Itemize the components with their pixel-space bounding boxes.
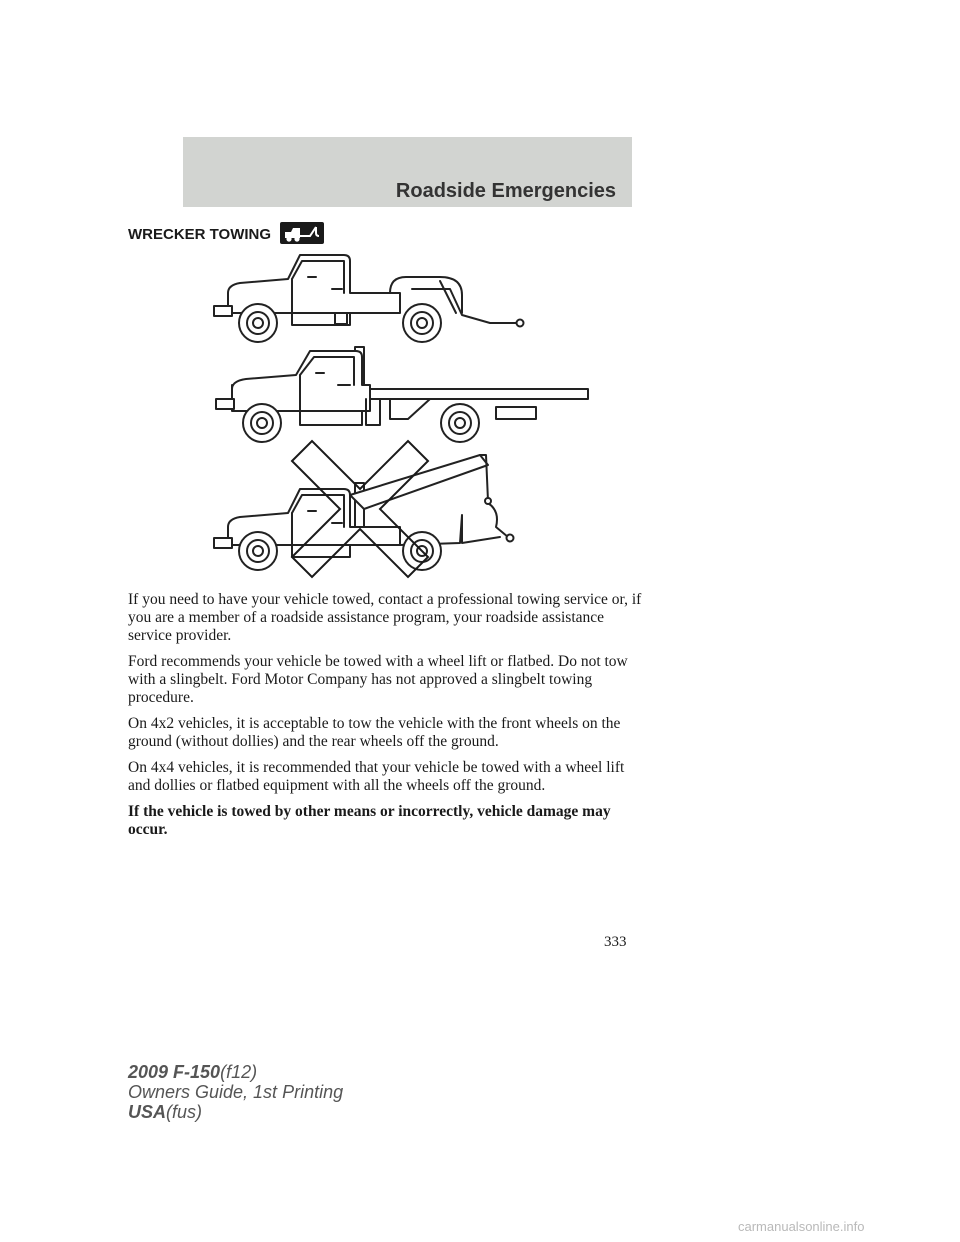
paragraph: On 4x2 vehicles, it is acceptable to tow the vehicle with the front wheels on the ground (without dollies) and the rear wheels off the ground.: [128, 715, 621, 750]
tow-truck-icon: [279, 221, 325, 245]
slingbelt-truck: [214, 455, 514, 570]
warning-text: If the vehicle is towed by other means or incorrectly, vehicle damage may occur.: [128, 803, 611, 838]
page-number: 333: [604, 934, 627, 950]
footer: [128, 1062, 343, 1122]
footer-market: USA: [128, 1102, 167, 1122]
footer-model: 2009 F-150: [128, 1062, 221, 1082]
paragraph: If you need to have your vehicle towed, contact a professional towing service or, if you are a member of a roadside assistance program, your roadside assistance service provider.: [128, 591, 642, 644]
header-band: [183, 137, 632, 207]
paragraph: Ford recommends your vehicle be towed with a wheel lift or flatbed. Do not tow with a slingbelt. Ford Motor Company has not approved a slingbelt towing procedure.: [128, 653, 628, 706]
section-heading: WRECKER TOWING: [128, 226, 272, 243]
wheel-lift-truck: [214, 255, 524, 342]
footer-edition: Owners Guide, 1st Printing: [128, 1082, 344, 1102]
flatbed-truck: [216, 347, 588, 442]
footer-market-code: (fus): [166, 1102, 203, 1122]
paragraph: On 4x4 vehicles, it is recommended that your vehicle be towed with a wheel lift and dollies or flatbed equipment with all the wheels off the ground.: [128, 759, 625, 794]
page-title: Roadside Emergencies: [395, 180, 616, 202]
towing-illustrations: [200, 243, 600, 583]
watermark: carmanualsonline.info: [738, 1219, 865, 1234]
body-text: [128, 591, 644, 847]
footer-model-code: (f12): [220, 1062, 258, 1082]
